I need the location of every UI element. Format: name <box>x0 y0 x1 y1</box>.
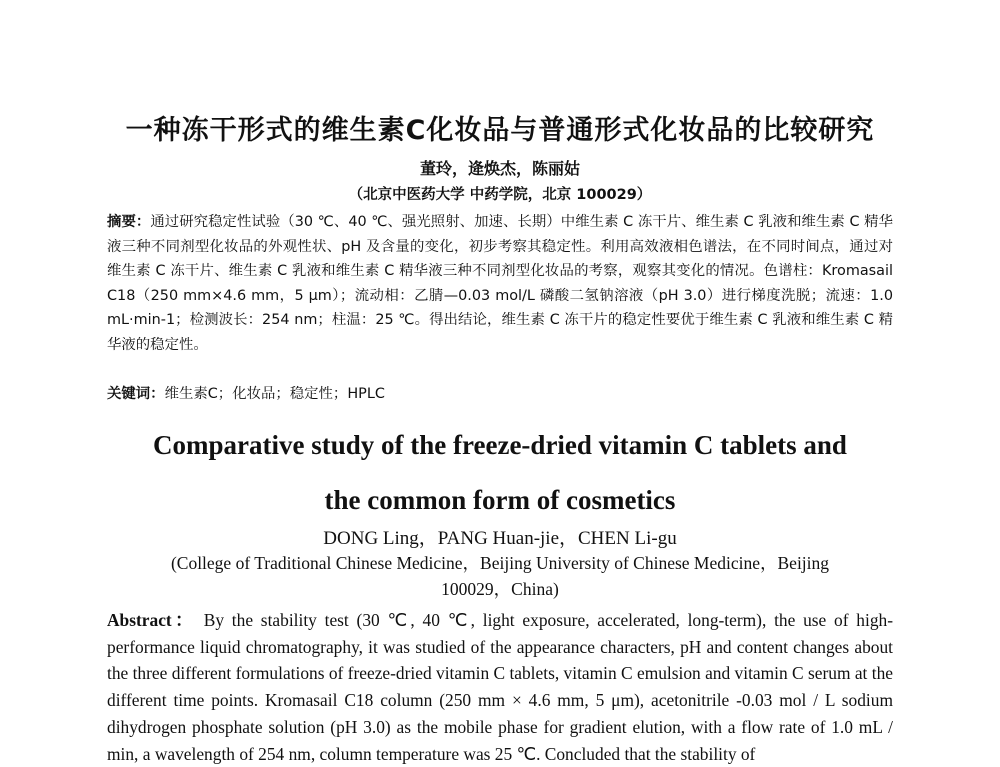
english-abstract <box>107 607 893 767</box>
english-authors: DONG Ling，PANG Huan-jie，CHEN Li-gu <box>323 528 677 549</box>
chinese-keywords <box>107 382 893 406</box>
english-affiliation <box>130 550 870 602</box>
chinese-abstract <box>107 210 893 357</box>
chinese-keywords-label: 关键词： <box>107 386 165 402</box>
english-abstract-text: By the stability test (30 ℃, 40 ℃, light exposure, accelerated, long-term), the use of high-performance liquid chromatography, it was studied of the appearance characters, pH and content changes about the three different formulations of freeze-dried vitamin C tablets, vitamin C emulsion and vitamin C serum at the different time points. Kromasail C18 column (250 mm × 4.6 mm, 5 μm), acetonitrile -0.03 mol / L sodium dihydrogen phosphate solution (pH 3.0) as the mobile phase for gradient elution, with a flow rate of 1.0 mL / min, a wavelength of 254 nm, column temperature was 25 ℃. Concluded that the stability of <box>107 610 894 764</box>
english-affiliation-line-1: (College of Traditional Chinese Medicine，Beijing University of Chinese Medicine，Beijing <box>170 553 830 573</box>
chinese-abstract-label: 摘要： <box>107 214 151 230</box>
english-affiliation-line-2: 100029，China) <box>441 579 559 599</box>
english-title-line-1: Comparative study of the freeze-dried vitamin C tablets and <box>153 430 847 460</box>
english-title <box>0 418 1000 528</box>
chinese-authors: 董玲，逄焕杰，陈丽姑 <box>419 159 580 178</box>
english-abstract-label: Abstract： <box>107 610 196 630</box>
chinese-title: 一种冻干形式的维生素C化妆品与普通形式化妆品的比较研究 <box>125 115 875 146</box>
chinese-abstract-text: 通过研究稳定性试验（30 ℃、40 ℃、强光照射、加速、长期）中维生素 C 冻干片、维生素 C 乳液和维生素 C 精华液三种不同剂型化妆品的外观性状、pH 及含量的变化，初步考察其稳定性。利用高效液相色谱法，在不同时间点，通过对维生素 C 冻干片、维生素 C 乳液和维生素 C 精华液三种不同剂型化妆品的考察，观察其变化的情况。色谱柱：Kromasail C18（250 mm×4.6 mm，5 μm）；流动相：乙腈—0.03 mol/L 磷酸二氢钠溶液（pH 3.0）进行梯度洗脱；流速：1.0 mL·min-1；检测波长：254 nm；柱温：25 ℃。得出结论，维生素 C 冻干片的稳定性要优于维生素 C 乳液和维生素 C 精华液的稳定性。 <box>107 214 893 353</box>
chinese-affiliation: （北京中医药大学 中药学院，北京 100029） <box>348 187 652 203</box>
chinese-keywords-text: 维生素C；化妆品；稳定性；HPLC <box>164 386 385 402</box>
english-title-line-2: the common form of cosmetics <box>324 485 676 515</box>
